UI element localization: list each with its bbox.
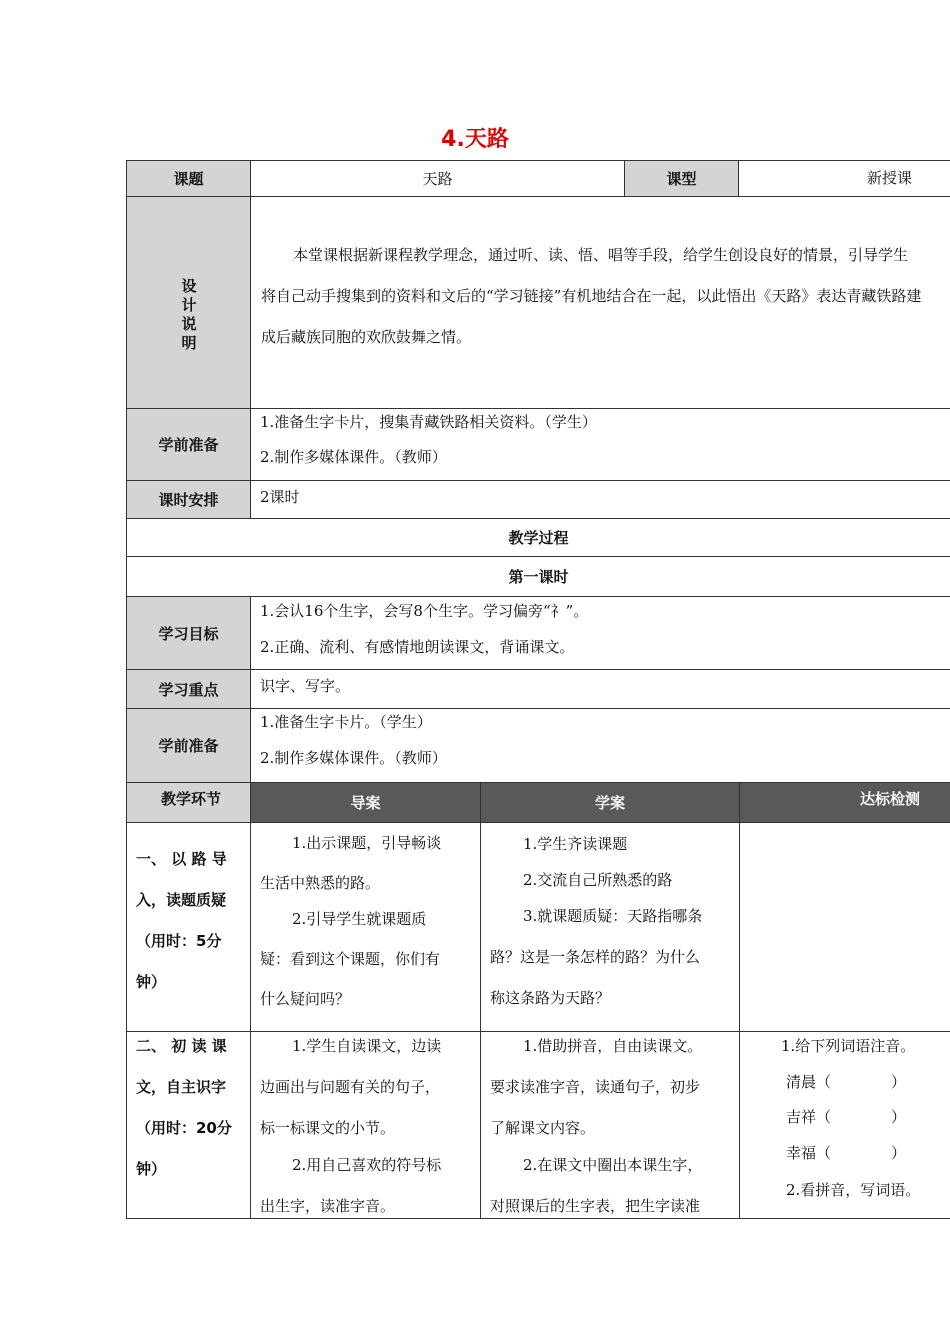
prep1-line: 2.制作多媒体课件。（教师） [260, 448, 447, 466]
stage1-study-line: 称这条路为天路？ [490, 989, 611, 1007]
lesson-plan-table [126, 160, 950, 1219]
topic-label-cell: 课题 [126, 160, 250, 196]
stage2-study-line: 了解课文内容。 [490, 1119, 596, 1137]
goals-line: 2.正确、流利、有感情地朗读课文，背诵课文。 [260, 638, 575, 656]
stage1-guide-line: 1.出示课题，引导畅谈 [292, 834, 442, 852]
type-label-cell: 课型 [624, 160, 738, 196]
stage2-check-line: 吉祥（ ） [786, 1108, 907, 1126]
design-label [127, 277, 250, 353]
design-label-cell [126, 196, 250, 408]
stage2-label-cell [126, 1031, 250, 1219]
design-label-char: 明 [181, 334, 197, 352]
type-value: 新授课 [867, 169, 913, 187]
prep1-line: 1.准备生字卡片，搜集青藏铁路相关资料。（学生） [260, 413, 597, 431]
schedule-label-cell: 课时安排 [126, 480, 250, 518]
topic-value-cell: 天路 [250, 160, 624, 196]
stage2-study-cell [480, 1031, 739, 1219]
goals-label-cell: 学习目标 [126, 596, 250, 669]
stage2-label-line: 二、 初 读 课 [136, 1037, 227, 1055]
stage2-check-line: 2.看拼音，写词语。 [786, 1181, 921, 1199]
design-line: 将自己动手搜集到的资料和文后的“学习链接”有机地结合在一起，以此悟出《天路》表达青藏铁路建 [261, 287, 922, 305]
stage2-guide-cell [250, 1031, 480, 1219]
stage1-study-line: 1.学生齐读课题 [523, 835, 628, 853]
stage1-guide-cell [250, 822, 480, 1031]
focus-value-cell [250, 669, 950, 708]
stage2-study-line: 1.借助拼音，自由读课文。 [523, 1037, 703, 1055]
design-text-cell [250, 196, 950, 408]
prep1-label-cell: 学前准备 [126, 408, 250, 480]
goals-line: 1.会认16个生字，会写8个生字。学习偏旁“礻”。 [260, 602, 589, 620]
prep2-line: 2.制作多媒体课件。（教师） [260, 749, 447, 767]
focus-label-cell: 学习重点 [126, 669, 250, 708]
stage-column-label: 教学环节 [161, 790, 222, 808]
check-column-header [739, 782, 950, 822]
check-column-label: 达标检测 [860, 790, 921, 808]
process-heading: 教学过程 [126, 518, 950, 556]
design-label-char: 计 [181, 296, 197, 314]
stage1-label-line: 一、 以 路 导 [136, 850, 227, 868]
stage1-study-cell [480, 822, 739, 1031]
stage1-study-line: 3.就课题质疑：天路指哪条 [523, 907, 703, 925]
schedule-value-cell [250, 480, 950, 518]
stage1-label-cell [126, 822, 250, 1031]
stage1-guide-line: 什么疑问吗？ [260, 990, 351, 1008]
stage1-study-line: 路？这是一条怎样的路？为什么 [490, 948, 701, 966]
prep1-text-cell [250, 408, 950, 480]
stage2-study-line: 对照课后的生字表，把生字读准 [490, 1197, 701, 1215]
design-line: 本堂课根据新课程教学理念，通过听、读、悟、唱等手段，给学生创设良好的情景，引导学生 [293, 246, 909, 264]
stage1-guide-line: 疑：看到这个课题，你们有 [260, 950, 441, 968]
stage-column-header [126, 782, 250, 822]
type-value-cell [738, 160, 950, 196]
stage2-check-line: 清晨（ ） [786, 1073, 907, 1091]
stage1-guide-line: 生活中熟悉的路。 [260, 874, 381, 892]
document-title: 4.天路 [441, 127, 509, 152]
prep2-line: 1.准备生字卡片。（学生） [260, 713, 432, 731]
stage1-label-line: （用时：5分 [136, 932, 222, 950]
stage2-guide-line: 标一标课文的小节。 [260, 1119, 396, 1137]
focus-value: 识字、写字。 [260, 677, 351, 695]
stage2-check-cell [739, 1031, 950, 1219]
stage1-guide-line: 2.引导学生就课题质 [292, 910, 427, 928]
design-line: 成后藏族同胞的欢欣鼓舞之情。 [261, 328, 472, 346]
stage2-check-line: 幸福（ ） [786, 1144, 907, 1162]
prep2-label-cell: 学前准备 [126, 708, 250, 782]
design-label-char: 说 [181, 315, 197, 333]
stage2-study-line: 2.在课文中圈出本课生字， [523, 1156, 703, 1174]
stage1-study-line: 2.交流自己所熟悉的路 [523, 871, 673, 889]
stage2-label-line: 钟） [136, 1160, 167, 1178]
stage1-label-line: 入，读题质疑 [136, 891, 227, 909]
stage2-check-line: 1.给下列词语注音。 [781, 1037, 916, 1055]
stage2-guide-line: 出生字，读准字音。 [260, 1197, 396, 1215]
stage2-guide-line: 2.用自己喜欢的符号标 [292, 1156, 442, 1174]
stage2-study-line: 要求读准字音，读通句子，初步 [490, 1078, 701, 1096]
stage2-label-line: 文，自主识字 [136, 1078, 227, 1096]
lesson-heading: 第一课时 [126, 556, 950, 596]
stage2-guide-line: 边画出与问题有关的句子， [260, 1078, 441, 1096]
stage2-guide-line: 1.学生自读课文，边读 [292, 1037, 442, 1055]
study-column-header: 学案 [480, 782, 739, 822]
stage2-label-line: （用时：20分 [136, 1119, 232, 1137]
stage1-check-cell [739, 822, 950, 1031]
schedule-value: 2课时 [260, 488, 300, 506]
stage1-label-line: 钟） [136, 973, 167, 991]
guide-column-header: 导案 [250, 782, 480, 822]
design-label-char: 设 [181, 277, 197, 295]
prep2-text-cell [250, 708, 950, 782]
goals-text-cell [250, 596, 950, 669]
